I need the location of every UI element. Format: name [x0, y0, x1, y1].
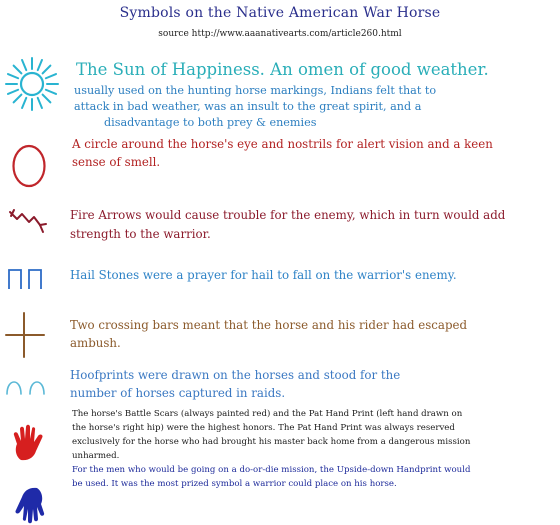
sun-ray — [8, 74, 18, 78]
hail-stones-description: Hail Stones were a prayer for hail to fall on the warrior's enemy. — [70, 268, 457, 282]
crossing-bars-description: Two crossing bars meant that the horse and his rider had escaped ambush. — [70, 318, 468, 350]
sun-ray — [38, 60, 42, 70]
sun-ray — [43, 95, 51, 103]
red-hand-print-icon — [11, 424, 47, 462]
sun-ray — [22, 60, 26, 70]
sun-description — [74, 83, 474, 131]
sun-ray — [14, 66, 22, 74]
page-title: Symbols on the Native American War Horse — [119, 5, 441, 21]
circle-description: A circle around the horse's eye and nostrils for alert vision and a keen sense of smell. — [72, 137, 493, 169]
sun-line-1: usually used on the hunting horse markings, Indians felt that to — [74, 84, 437, 97]
source-line: source http://www.aaanativearts.com/article260.html — [158, 29, 402, 39]
sun-heading: The Sun of Happiness. An omen of good weather. — [76, 60, 489, 79]
sun-ray — [14, 95, 22, 103]
fire-arrow-description: Fire Arrows would cause trouble for the enemy, which in turn would add strength to the warrior. — [70, 208, 506, 241]
sun-ray — [22, 98, 26, 108]
upside-down-handprint-paragraph: For the men who would be going on a do-or-die mission, the Upside-down Handprint would be used. It was the most prized symbol a warrior could place on his horse. — [72, 465, 471, 489]
sun-ray — [43, 66, 51, 74]
sun-ray — [8, 90, 18, 94]
crossing-bars-icon — [4, 311, 46, 359]
fire-arrow-icon — [7, 206, 49, 236]
hoofprints-description: Hoofprints were drawn on the horses and stood for the number of horses captured in raids. — [70, 368, 401, 400]
battle-scars-paragraph: The horse's Battle Scars (always painted red) and the Pat Hand Print (left hand drawn on the horse's right hip) were the highest honors. The Pat Hand Print was always reserved exclusively for the horse who had brought his master back home from a dangerous mission unharmed. — [72, 409, 471, 461]
circle-icon — [9, 141, 49, 191]
sun-line-2: attack in bad weather, was an insult to the great spirit, and a — [74, 100, 422, 113]
sun-ray — [46, 74, 56, 78]
sun-line-3: disadvantage to both prey & enemies — [104, 116, 317, 129]
sun-icon — [4, 56, 60, 112]
sun-ray — [38, 98, 42, 108]
hoofprints-icon — [4, 373, 50, 395]
upside-down-hand-print-icon — [11, 486, 47, 524]
hail-stones-icon — [7, 268, 47, 290]
sun-ray — [46, 90, 56, 94]
hand-print-description — [72, 407, 472, 491]
